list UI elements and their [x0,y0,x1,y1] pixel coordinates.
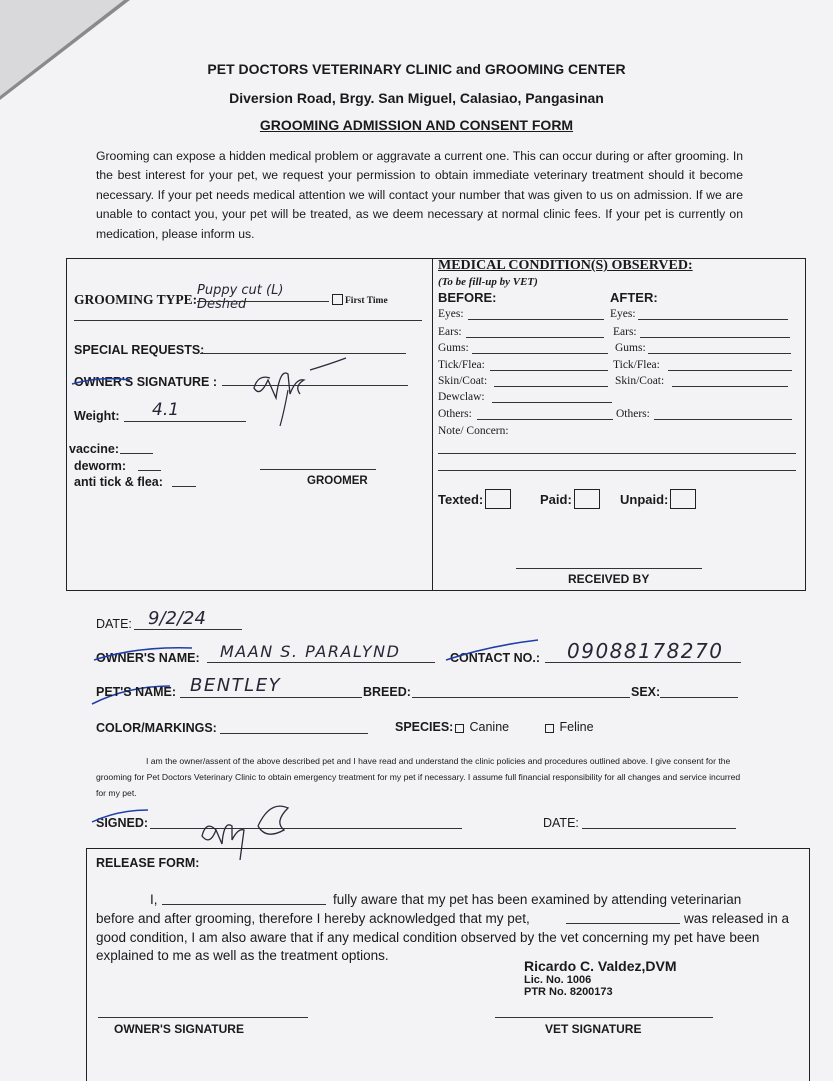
before-skin-coat: Skin/Coat: [438,375,488,387]
after-eyes: Eyes: [610,308,636,320]
vet-license: Lic. No. 1006 [524,974,592,986]
before-label: BEFORE: [438,290,497,305]
after-label: AFTER: [610,290,658,305]
clinic-name: PET DOCTORS VETERINARY CLINIC and GROOMING CENTER [207,61,626,77]
feline-option[interactable] [545,720,594,734]
release-text2: before and after grooming, therefore I hereby acknowledged that my pet, [96,911,530,926]
texted-field[interactable] [438,489,511,509]
texted-box[interactable] [485,489,511,509]
intro-paragraph: Grooming can expose a hidden medical problem or aggravate a current one. This can occur during or after grooming. In the best interest for your pet, we request your permission to obtain immediate veterinary treatment should it become necessary. If your pet needs medical attention we will contact your number that was given to us on admission. If we are unable to contact you, your pet will be treated, as we deem necessary at normal clinic fees. If your pet is currently on medication, please inform us. [96,149,743,241]
release-text3: was released in a [684,911,790,926]
paid-box[interactable] [574,489,600,509]
before-gums: Gums: [438,342,469,354]
after-skin-coat: Skin/Coat: [615,375,665,387]
release-text1: fully aware that my pet has been examined by attending veterinarian [333,892,742,907]
weight-value: 4.1 [152,400,180,420]
color-markings-label: COLOR/MARKINGS: [96,721,217,735]
breed-label: BREED: [363,685,411,699]
special-requests-label: SPECIAL REQUESTS: [74,343,205,357]
unpaid-field[interactable] [620,489,696,509]
species-label: SPECIES: [395,720,454,734]
canine-checkbox-icon [455,724,464,733]
folded-corner-inner [0,0,124,96]
date2-label: DATE: [543,816,579,830]
anti-tick-label: anti tick & flea: [74,475,163,489]
before-others: Others: [438,408,472,420]
pet-name-label: PET'S NAME: [96,685,177,699]
feline-label: Feline [559,720,594,734]
paid-field[interactable] [540,489,600,509]
contact-value: 09088178270 [567,639,724,663]
release-i: I, [150,892,158,907]
deworm-label: deworm: [74,459,127,473]
received-by-label: RECEIVED BY [568,572,650,586]
before-dewclaw: Dewclaw: [438,391,485,403]
sex-label: SEX: [631,685,661,699]
release-title: RELEASE FORM: [96,856,200,870]
pet-name-value: BENTLEY [190,675,282,696]
after-others: Others: [616,408,650,420]
before-eyes: Eyes: [438,308,464,320]
clinic-address: Diversion Road, Brgy. San Miguel, Calasiao, Pangasinan [229,90,604,106]
canine-option[interactable] [455,720,509,734]
owner-signature-label: OWNER'S SIGNATURE : [74,375,218,389]
grooming-type-value: Puppy cut (L) Deshed [197,283,284,312]
canine-label: Canine [469,720,510,734]
unpaid-box[interactable] [670,489,696,509]
consent-paragraph: I am the owner/assent of the above described pet and I have read and understand the clinic policies and procedures outlined above. I give consent for the grooming for Pet Doctors Veterinary Clinic to obtain emergency treatment for my pet if necessary. I assume full financial responsibility for all changes and service incurred for my pet. [96,756,741,798]
medical-title: MEDICAL CONDITION(S) OBSERVED: [438,258,693,273]
texted-label: Texted: [438,492,484,507]
weight-label: Weight: [74,409,120,423]
form-title: GROOMING ADMISSION AND CONSENT FORM [259,117,574,133]
feline-checkbox-icon [545,724,554,733]
vet-name: Ricardo C. Valdez,DVM [524,958,677,974]
before-ears: Ears: [438,326,462,338]
owner-signature-footer: OWNER'S SIGNATURE [114,1022,244,1036]
unpaid-label: Unpaid: [620,492,669,507]
groomer-label: GROOMER [307,475,368,487]
contact-label: CONTACT NO.: [450,651,541,665]
after-ears: Ears: [613,326,637,338]
release-box [86,848,810,1081]
paid-label: Paid: [540,492,572,507]
release-text4: good condition, I am also aware that if any medical condition observed by the vet concerning my pet have been [96,930,760,945]
note-concern-label: Note/ Concern: [438,425,509,437]
first-time-checkbox[interactable] [332,294,388,306]
date-value: 9/2/24 [148,608,206,629]
before-tick-flea: Tick/Flea: [438,359,485,371]
owner-name-value: MAAN S. PARALYND [220,642,401,661]
signed-label: SIGNED: [96,816,149,830]
after-gums: Gums: [615,342,646,354]
vet-subtitle: (To be fill-up by VET) [438,276,538,288]
release-text5: explained to me as well as the treatment options. [96,948,389,963]
owner-name-label: OWNER'S NAME: [96,651,200,665]
date-label: DATE: [96,617,132,631]
after-tick-flea: Tick/Flea: [613,359,660,371]
grooming-type-label: GROOMING TYPE: [74,292,198,307]
vaccine-label: vaccine: [69,442,120,456]
check-marks [88,636,558,716]
vet-signature-footer: VET SIGNATURE [545,1022,642,1036]
first-time-label: First Time [345,296,388,306]
vet-ptr: PTR No. 8200173 [524,986,613,998]
checkbox-icon [332,294,343,305]
